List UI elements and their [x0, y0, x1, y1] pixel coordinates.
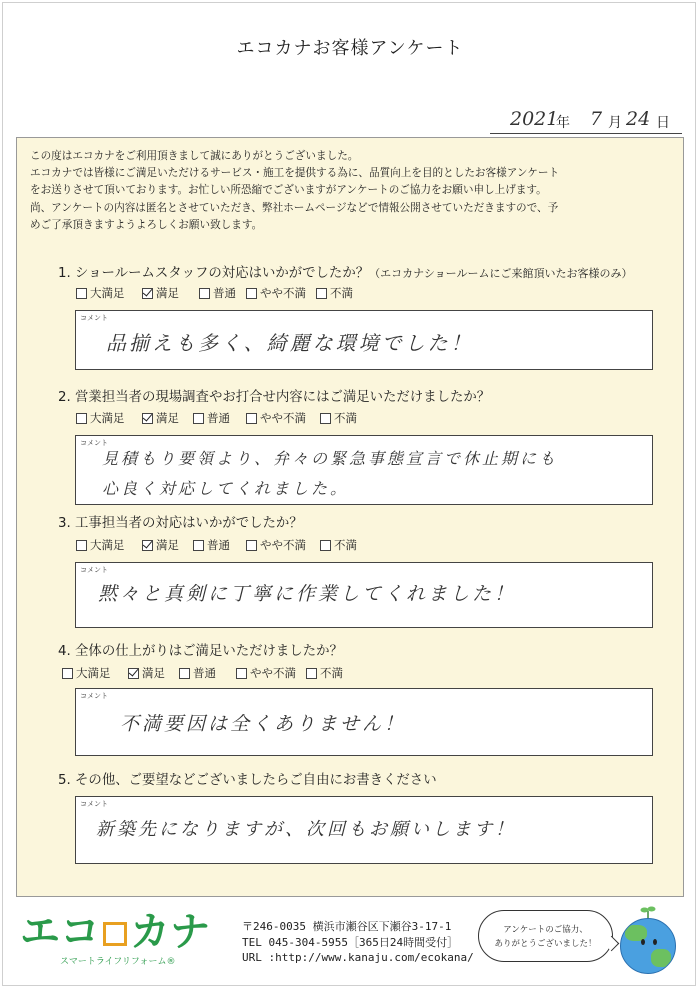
comment-label: コメント — [80, 800, 108, 808]
year-label: 年 — [556, 115, 570, 131]
month-label: 月 — [608, 115, 622, 131]
option-somewhat-dissatisfied[interactable]: やや不満 — [246, 537, 306, 553]
checkbox-checked[interactable] — [142, 540, 153, 551]
month-value: 7 — [590, 108, 603, 130]
question-1: 1. ショールームスタッフの対応はいかがでしたか？（エコカナショールームにご来館頂いたお客様のみ） — [58, 266, 633, 281]
intro-line: めご了承頂きますようよろしくお願い致します。 — [30, 218, 263, 231]
comment-label: コメント — [80, 314, 108, 322]
option-dissatisfied[interactable]: 不満 — [320, 410, 357, 426]
checkbox[interactable] — [199, 288, 210, 299]
date-field — [470, 104, 682, 134]
logo-wordmark: エコ カナ — [20, 909, 210, 955]
checkbox-checked[interactable] — [142, 288, 153, 299]
checkbox[interactable] — [246, 413, 257, 424]
checkbox[interactable] — [76, 413, 87, 424]
option-satisfied[interactable]: 満足 — [142, 285, 179, 301]
option-dissatisfied[interactable]: 不満 — [316, 285, 353, 301]
question-2: 2. 営業担当者の現場調査やお打合せ内容にはご満足いただけましたか？ — [58, 390, 491, 405]
option-neutral[interactable]: 普通 — [199, 285, 236, 301]
question-3-text: 工事担当者の対応はいかがでしたか？ — [75, 516, 303, 531]
comment-box-3[interactable] — [75, 562, 653, 628]
checkbox[interactable] — [236, 668, 247, 679]
question-3: 3. 工事担当者の対応はいかがでしたか？ — [58, 516, 303, 531]
checkbox[interactable] — [193, 540, 204, 551]
question-4: 4. 全体の仕上がりはご満足いただけましたか？ — [58, 644, 343, 659]
checkbox-checked[interactable] — [142, 413, 153, 424]
option-somewhat-dissatisfied[interactable]: やや不満 — [246, 285, 306, 301]
option-neutral[interactable]: 普通 — [193, 537, 230, 553]
question-1-note: （エコカナショールームにご来館頂いたお客様のみ） — [369, 267, 633, 280]
phone: TEL 045-304-5955［365日24時間受付］ — [242, 935, 459, 949]
comment-box-4[interactable] — [75, 688, 653, 756]
option-satisfied[interactable]: 満足 — [128, 665, 165, 681]
house-icon — [103, 922, 127, 946]
ecokana-logo — [20, 909, 220, 967]
comment-box-1[interactable] — [75, 310, 653, 370]
page-title: エコカナお客様アンケート — [236, 38, 464, 59]
checkbox[interactable] — [246, 540, 257, 551]
intro-line: エコカナでは皆様にご満足いただけるサービス・施工を提供する為に、品質向上を目的としたお客様アンケート — [30, 167, 560, 180]
handwritten-answer-line-2: 心良く対応してくれました。 — [102, 479, 350, 498]
checkbox[interactable] — [193, 413, 204, 424]
question-5: 5. その他、ご要望などございましたらご自由にお書きください — [58, 773, 437, 788]
day-label: 日 — [656, 115, 670, 131]
date-underline — [490, 133, 682, 134]
checkbox[interactable] — [316, 288, 327, 299]
option-very-satisfied[interactable]: 大満足 — [76, 285, 125, 301]
question-2-text: 営業担当者の現場調査やお打合せ内容にはご満足いただけましたか？ — [75, 390, 491, 405]
comment-label: コメント — [80, 566, 108, 574]
checkbox[interactable] — [62, 668, 73, 679]
handwritten-answer: 不満要因は全くありません！ — [120, 713, 407, 735]
question-1-text: ショールームスタッフの対応はいかがでしたか？ — [75, 266, 370, 281]
year-value: 2021 — [510, 108, 559, 130]
address: 〒246-0035 横浜市瀬谷区下瀬谷3-17-1 — [242, 920, 452, 933]
option-very-satisfied[interactable]: 大満足 — [62, 665, 111, 681]
option-dissatisfied[interactable]: 不満 — [320, 537, 357, 553]
option-somewhat-dissatisfied[interactable]: やや不満 — [246, 410, 306, 426]
checkbox[interactable] — [76, 540, 87, 551]
question-4-text: 全体の仕上がりはご満足いただけましたか？ — [75, 644, 343, 659]
comment-label: コメント — [80, 692, 108, 700]
comment-box-5[interactable] — [75, 796, 653, 864]
handwritten-answer: 黙々と真剣に丁寧に作業してくれました！ — [98, 583, 517, 605]
sprout-icon — [640, 905, 656, 919]
option-very-satisfied[interactable]: 大満足 — [76, 537, 125, 553]
intro-line: をお送りさせて頂いております。お忙しい所恐縮でございますがアンケートのご協力をお願い申し上げます。 — [30, 184, 547, 197]
option-neutral[interactable]: 普通 — [193, 410, 230, 426]
option-neutral[interactable]: 普通 — [179, 665, 216, 681]
option-very-satisfied[interactable]: 大満足 — [76, 410, 125, 426]
comment-label: コメント — [80, 439, 108, 447]
checkbox[interactable] — [246, 288, 257, 299]
intro-line: この度はエコカナをご利用頂きまして誠にありがとうございました。 — [30, 150, 359, 162]
intro-text — [30, 148, 670, 234]
comment-box-2[interactable] — [75, 435, 653, 505]
checkbox[interactable] — [76, 288, 87, 299]
handwritten-answer: 品揃えも多く、綺麗な環境でした！ — [106, 331, 474, 355]
checkbox[interactable] — [320, 540, 331, 551]
checkbox[interactable] — [306, 668, 317, 679]
thanks-speech-bubble: アンケートのご協力、 ありがとうございました！ — [478, 910, 613, 962]
option-satisfied[interactable]: 満足 — [142, 410, 179, 426]
earth-mascot-icon — [620, 918, 676, 974]
checkbox[interactable] — [320, 413, 331, 424]
website-url[interactable]: URL :http://www.kanaju.com/ecokana/ — [242, 951, 474, 964]
checkbox[interactable] — [179, 668, 190, 679]
handwritten-answer: 新築先になりますが、次回もお願いします！ — [96, 819, 516, 840]
intro-line: 尚、アンケートの内容は匿名とさせていただき、弊社ホームページなどで情報公開させていただきますので、予 — [30, 201, 559, 214]
question-5-text: その他、ご要望などございましたらご自由にお書きください — [75, 773, 437, 788]
contact-info — [242, 919, 474, 966]
option-somewhat-dissatisfied[interactable]: やや不満 — [236, 665, 296, 681]
option-satisfied[interactable]: 満足 — [142, 537, 179, 553]
logo-tagline: スマートライフリフォーム® — [60, 957, 176, 967]
option-dissatisfied[interactable]: 不満 — [306, 665, 343, 681]
handwritten-answer-line-1: 見積もり要領より、弁々の緊急事態宣言で休止期にも — [102, 449, 559, 468]
checkbox-checked[interactable] — [128, 668, 139, 679]
day-value: 24 — [626, 108, 651, 130]
